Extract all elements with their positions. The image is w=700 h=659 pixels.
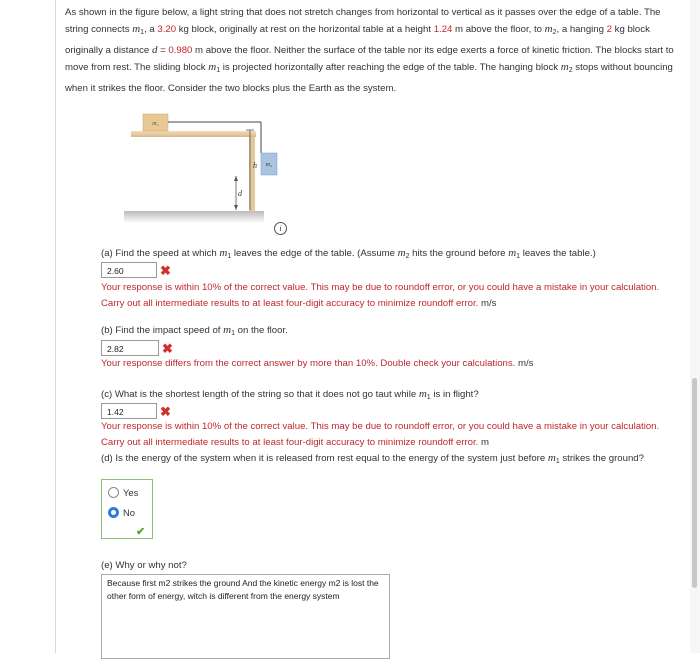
- problem-panel: [55, 0, 692, 653]
- block-m2-label: m₂: [265, 162, 273, 168]
- mass2-value: 2: [606, 24, 612, 36]
- question-b: (b) Find the impact speed of $m_1$ on the floor.: [101, 324, 288, 337]
- height-value: 1.24: [433, 24, 453, 36]
- radio-yes-label[interactable]: Yes: [123, 487, 139, 498]
- feedback-a: Your response is within 10% of the correct value. This may be due to roundoff error, or you could have a mistake in your calculation. Carry out all intermediate results to at least four-digit accuracy to minimize roundoff error. m/s: [101, 282, 660, 309]
- incorrect-icon: ✖: [160, 404, 171, 419]
- block-m1-label: m₁: [152, 121, 159, 127]
- distance-value: 0.980: [168, 44, 193, 56]
- question-c: (c) What is the shortest length of the string so that it does not go taut while $m_1$ is in flight?: [101, 388, 479, 401]
- answer-b-input[interactable]: 2.82: [101, 340, 159, 356]
- feedback-b: Your response differs from the correct answer by more than 10%. Double check your calculations. m/s: [101, 358, 534, 369]
- scrollbar[interactable]: [690, 0, 700, 653]
- info-icon[interactable]: i: [274, 222, 287, 235]
- incorrect-icon: ✖: [162, 341, 173, 356]
- question-a: (a) Find the speed at which $m_1$ leaves the edge of the table. (Assume $m_2$ hits the ground before $m_1$ leaves the table.): [101, 247, 596, 260]
- radio-no-label[interactable]: No: [123, 507, 135, 518]
- answer-a-input[interactable]: 2.60: [101, 262, 157, 278]
- feedback-c: Your response is within 10% of the correct value. This may be due to roundoff error, or you could have a mistake in your calculation. Carry out all intermediate results to at least four-digit accuracy to minimize roundoff error. m: [101, 421, 660, 448]
- answer-c-input[interactable]: 1.42: [101, 403, 157, 419]
- radio-yes[interactable]: [108, 487, 119, 498]
- problem-statement: As shown in the figure below, a light string that does not stretch changes from horizontal to vertical as it passes over the edge of a table. The string connects $m_1$, a 3.20 kg block, originally at rest on the horizontal table at a height 1.24 m above the floor, to $m_2$, a hanging 2 kg block originally a distance d = 0.980 m above the floor. Neither the surface of the table nor its edge exerts a force of kinetic friction. The blocks start to move from rest. The sliding block $m_1$ is projected horizontally after reaching the edge of the table. The hanging block $m_2$ stops without bouncing when it strikes the floor. Consider the two blocks plus the Earth as the system.: [65, 7, 674, 94]
- mass1-value: 3.20: [157, 24, 177, 36]
- radio-group-d: [101, 479, 153, 539]
- incorrect-icon: ✖: [160, 263, 171, 278]
- question-e: (e) Why or why not?: [101, 560, 187, 571]
- dimension-annotations: [226, 126, 266, 216]
- h-label: h: [253, 161, 257, 170]
- d-label: d: [238, 189, 242, 198]
- scrollbar-thumb[interactable]: [692, 378, 697, 588]
- question-d: (d) Is the energy of the system when it is released from rest equal to the energy of the system just before $m_1$ strikes the ground?: [101, 452, 644, 465]
- answer-e-textarea[interactable]: Because first m2 strikes the ground And the kinetic energy m2 is lost the other form of energy, witch is different from the energy system: [101, 574, 390, 659]
- correct-check-icon: ✔: [136, 526, 146, 538]
- radio-no[interactable]: [108, 507, 119, 518]
